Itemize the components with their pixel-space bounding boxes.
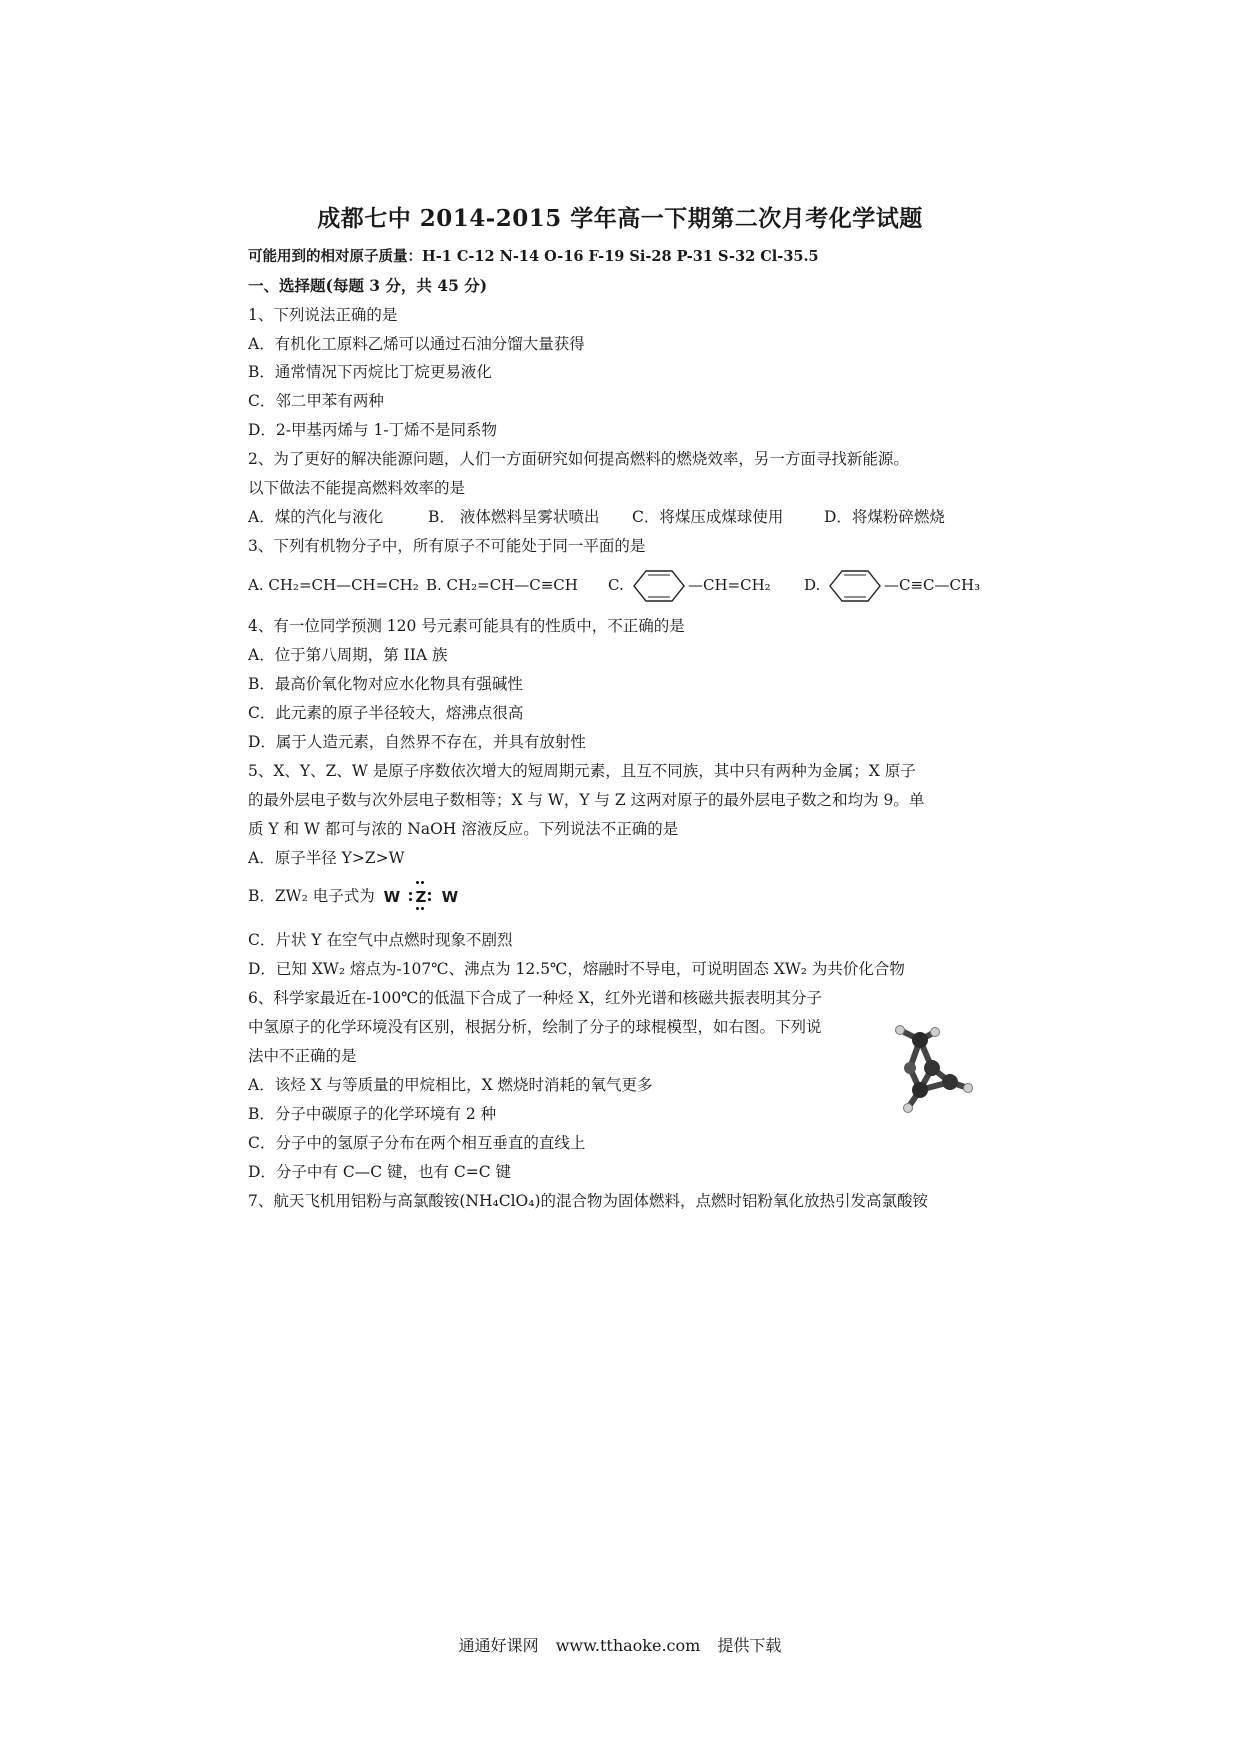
question-1-option-d: D．2-甲基丙烯与 1-丁烯不是同系物 (248, 421, 498, 439)
footer-site-name: 通通好课网 (458, 1636, 539, 1655)
question-3-stem: 3、下列有机物分子中，所有原子不可能处于同一平面的是 (248, 537, 646, 555)
question-3-option-c-label: C. (608, 576, 624, 594)
question-2-stem-line2: 以下做法不能提高燃料效率的是 (248, 479, 466, 497)
electron-dot (421, 881, 424, 884)
electron-dot (416, 907, 419, 910)
question-3-option-a: A. CH₂=CH—CH=CH₂ (248, 576, 419, 594)
question-5-option-b-text: B．ZW₂ 电子式为 (248, 887, 375, 905)
question-1-option-c: C．邻二甲苯有两种 (248, 392, 384, 410)
question-6-option-d: D．分子中有 C—C 键，也有 C=C 键 (248, 1163, 512, 1181)
question-3-option-b: B. CH₂=CH—C≡CH (426, 576, 578, 594)
question-5-option-c: C．片状 Y 在空气中点燃时现象不剧烈 (248, 931, 513, 949)
question-2-option-a: A．煤的汽化与液化 (248, 508, 384, 526)
section-heading: 一、选择题(每题 3 分，共 45 分) (248, 276, 488, 295)
lewis-z (415, 888, 431, 906)
lewis-w-right: W (441, 888, 459, 906)
question-6-stem-line2: 中氢原子的化学环境没有区别，根据分析，绘制了分子的球棍模型，如右图。下列说 (248, 1018, 822, 1036)
question-3-option-d-substituent: —C≡C—CH₃ (884, 576, 981, 594)
question-3-option-c-substituent: —CH=CH₂ (688, 576, 771, 594)
question-6-stem-line3: 法中不正确的是 (248, 1047, 357, 1065)
question-6-option-a: A．该烃 X 与等质量的甲烷相比，X 燃烧时消耗的氧气更多 (248, 1076, 653, 1094)
question-1-option-a: A．有机化工原料乙烯可以通过石油分馏大量获得 (248, 335, 585, 353)
electron-dot (421, 907, 424, 910)
benzene-ring-icon (828, 568, 882, 604)
question-1-option-b: B．通常情况下丙烷比丁烷更易液化 (248, 363, 492, 381)
electron-dot (416, 881, 419, 884)
exam-title: 成都七中 2014-2015 学年高一下期第二次月考化学试题 (317, 205, 923, 232)
question-4-option-d: D．属于人造元素，自然界不存在，并具有放射性 (248, 733, 586, 751)
question-4-option-a: A．位于第八周期，第 IIA 族 (248, 646, 448, 664)
lewis-z-symbol: Z (415, 888, 427, 906)
electron-formula (384, 887, 458, 907)
question-2-option-c: C．将煤压成煤球使用 (632, 508, 784, 526)
footer (0, 1633, 1240, 1656)
question-2-stem-line1: 2、为了更好的解决能源问题，人们一方面研究如何提高燃料的燃烧效率，另一方面寻找新能源。 (248, 450, 909, 468)
question-6-stem-line1: 6、科学家最近在-100℃的低温下合成了一种烃 X，红外光谱和核磁共振表明其分子 (248, 989, 822, 1007)
question-6-option-c: C．分子中的氢原子分布在两个相互垂直的直线上 (248, 1134, 586, 1152)
footer-url[interactable]: www.tthaoke.com (555, 1636, 701, 1655)
question-5-stem-line2: 的最外层电子数与次外层电子数相等；X 与 W，Y 与 Z 这两对原子的最外层电子数之和均为 9。单 (248, 791, 925, 809)
question-2-option-d: D．将煤粉碎燃烧 (824, 508, 945, 526)
electron-dot (409, 892, 412, 895)
ball-and-stick-model (880, 990, 980, 1130)
question-5-stem-line1: 5、X、Y、Z、W 是原子序数依次增大的短周期元素，且互不同族，其中只有两种为金属；X 原子 (248, 762, 916, 780)
electron-dot (428, 898, 431, 901)
question-5-option-d: D．已知 XW₂ 熔点为-107℃、沸点为 12.5℃，熔融时不导电，可说明固态 XW₂ 为共价化合物 (248, 960, 905, 978)
question-2-option-b: B． 液体燃料呈雾状喷出 (428, 508, 600, 526)
question-3-structures (248, 568, 988, 604)
footer-action: 提供下载 (717, 1636, 782, 1655)
question-5-option-b (248, 886, 458, 907)
electron-dot (409, 898, 412, 901)
question-1-stem: 1、下列说法正确的是 (248, 306, 398, 324)
electron-dot (428, 892, 431, 895)
question-6-option-b: B．分子中碳原子的化学环境有 2 种 (248, 1105, 497, 1123)
atomic-masses: 可能用到的相对原子质量：H-1 C-12 N-14 O-16 F-19 Si-28 P-31 S-32 Cl-35.5 (248, 248, 819, 265)
lewis-w-left: W (383, 888, 401, 906)
benzene-ring-icon (632, 568, 686, 604)
question-4-stem: 4、有一位同学预测 120 号元素可能具有的性质中，不正确的是 (248, 617, 685, 635)
question-4-option-b: B．最高价氧化物对应水化物具有强碱性 (248, 675, 523, 693)
question-5-stem-line3: 质 Y 和 W 都可与浓的 NaOH 溶液反应。下列说法不正确的是 (248, 820, 679, 838)
question-3-option-d-label: D. (804, 576, 821, 594)
question-7-stem-line1: 7、航天飞机用铝粉与高氯酸铵(NH₄ClO₄)的混合物为固体燃料，点燃时铝粉氧化放热引发高氯酸铵 (248, 1192, 928, 1210)
question-5-option-a: A．原子半径 Y>Z>W (248, 849, 405, 867)
question-4-option-c: C．此元素的原子半径较大，熔沸点很高 (248, 704, 524, 722)
